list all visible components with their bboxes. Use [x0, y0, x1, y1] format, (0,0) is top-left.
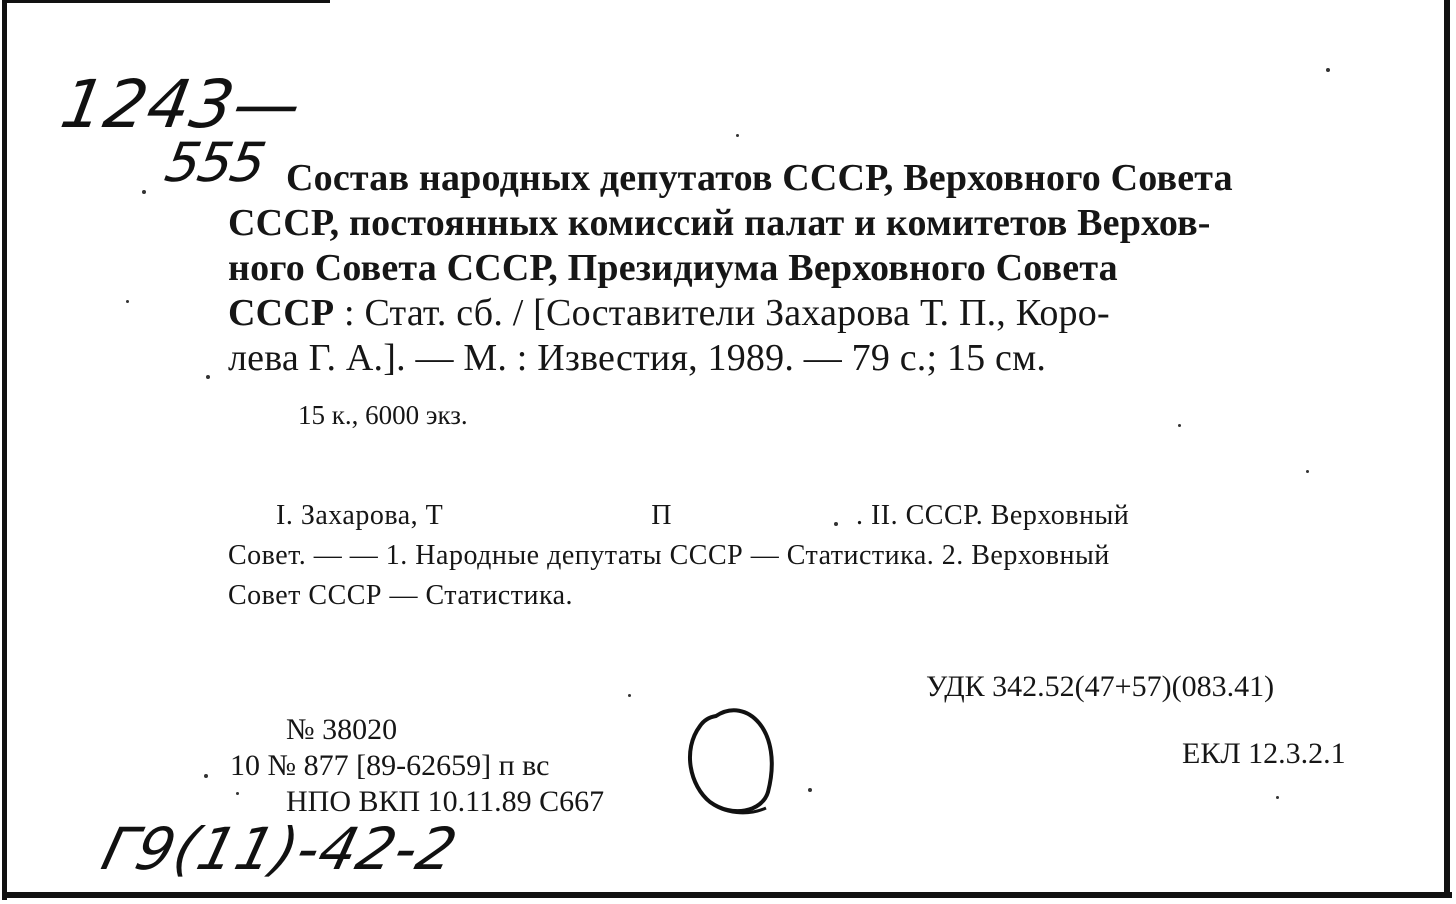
- order-line: НПО ВКП 10.11.89 С667: [286, 785, 605, 818]
- entry-line: Состав народных депутатов СССР, Верховного Совета: [286, 157, 1233, 199]
- handwritten-shelfmark-top: 1243—: [55, 66, 308, 143]
- price-print-run: 15 к., 6000 экз.: [298, 400, 468, 430]
- stamp-circle-mark: [676, 700, 786, 824]
- tracing-part: . II. СССР. Верховный: [855, 500, 1130, 531]
- paper-speck: [1306, 470, 1309, 473]
- card-border-top: [2, 0, 330, 3]
- paper-speck: [142, 190, 146, 194]
- paper-speck: [1276, 796, 1279, 799]
- handwritten-classification-bottom: Г9(11)-42-2: [95, 815, 465, 883]
- card-border-left: [2, 0, 7, 900]
- entry-line-rest: : Стат. сб. / [Составители Захарова Т. П., Коро-: [344, 292, 1110, 334]
- ekl-classification: ЕКЛ 12.3.2.1: [1182, 737, 1346, 770]
- paper-speck: [126, 300, 129, 303]
- paper-speck: [1178, 424, 1181, 427]
- entry-line: лева Г. А.]. — М. : Известия, 1989. — 79 с.; 15 см.: [228, 337, 1047, 379]
- udc-classification: УДК 342.52(47+57)(083.41): [926, 670, 1275, 703]
- handwritten-shelfmark-number: 555: [160, 131, 269, 194]
- paper-speck: [834, 522, 838, 526]
- tracing-part: П: [651, 500, 672, 531]
- order-line: 10 № 877 [89-62659] п вс: [230, 749, 550, 782]
- entry-line: СССР, постоянных комиссий палат и комитетов Верхов-: [228, 202, 1211, 244]
- paper-speck: [204, 774, 208, 778]
- entry-line: [228, 291, 1388, 336]
- paper-speck: [236, 792, 239, 795]
- tracing-line: Совет. — — 1. Народные депутаты СССР — Статистика. 2. Верховный: [228, 540, 1110, 571]
- paper-speck: [1326, 68, 1330, 72]
- tracing-part: I. Захарова, Т: [276, 500, 444, 531]
- order-info: [230, 712, 604, 820]
- order-line: № 38020: [286, 713, 398, 746]
- paper-speck: [736, 134, 739, 137]
- paper-speck: [206, 375, 210, 379]
- card-border-bottom: [2, 892, 1452, 898]
- bibliographic-entry: [228, 156, 1388, 381]
- paper-speck: [808, 788, 812, 792]
- entry-bold-word: СССР: [228, 292, 335, 334]
- tracing-line: Совет СССР — Статистика.: [228, 580, 574, 611]
- tracing-block: [228, 496, 1388, 616]
- tracing-line: [228, 496, 1388, 536]
- card-border-right: [1444, 0, 1450, 898]
- paper-speck: [628, 694, 631, 697]
- entry-line: ного Совета СССР, Президиума Верховного Совета: [228, 247, 1118, 289]
